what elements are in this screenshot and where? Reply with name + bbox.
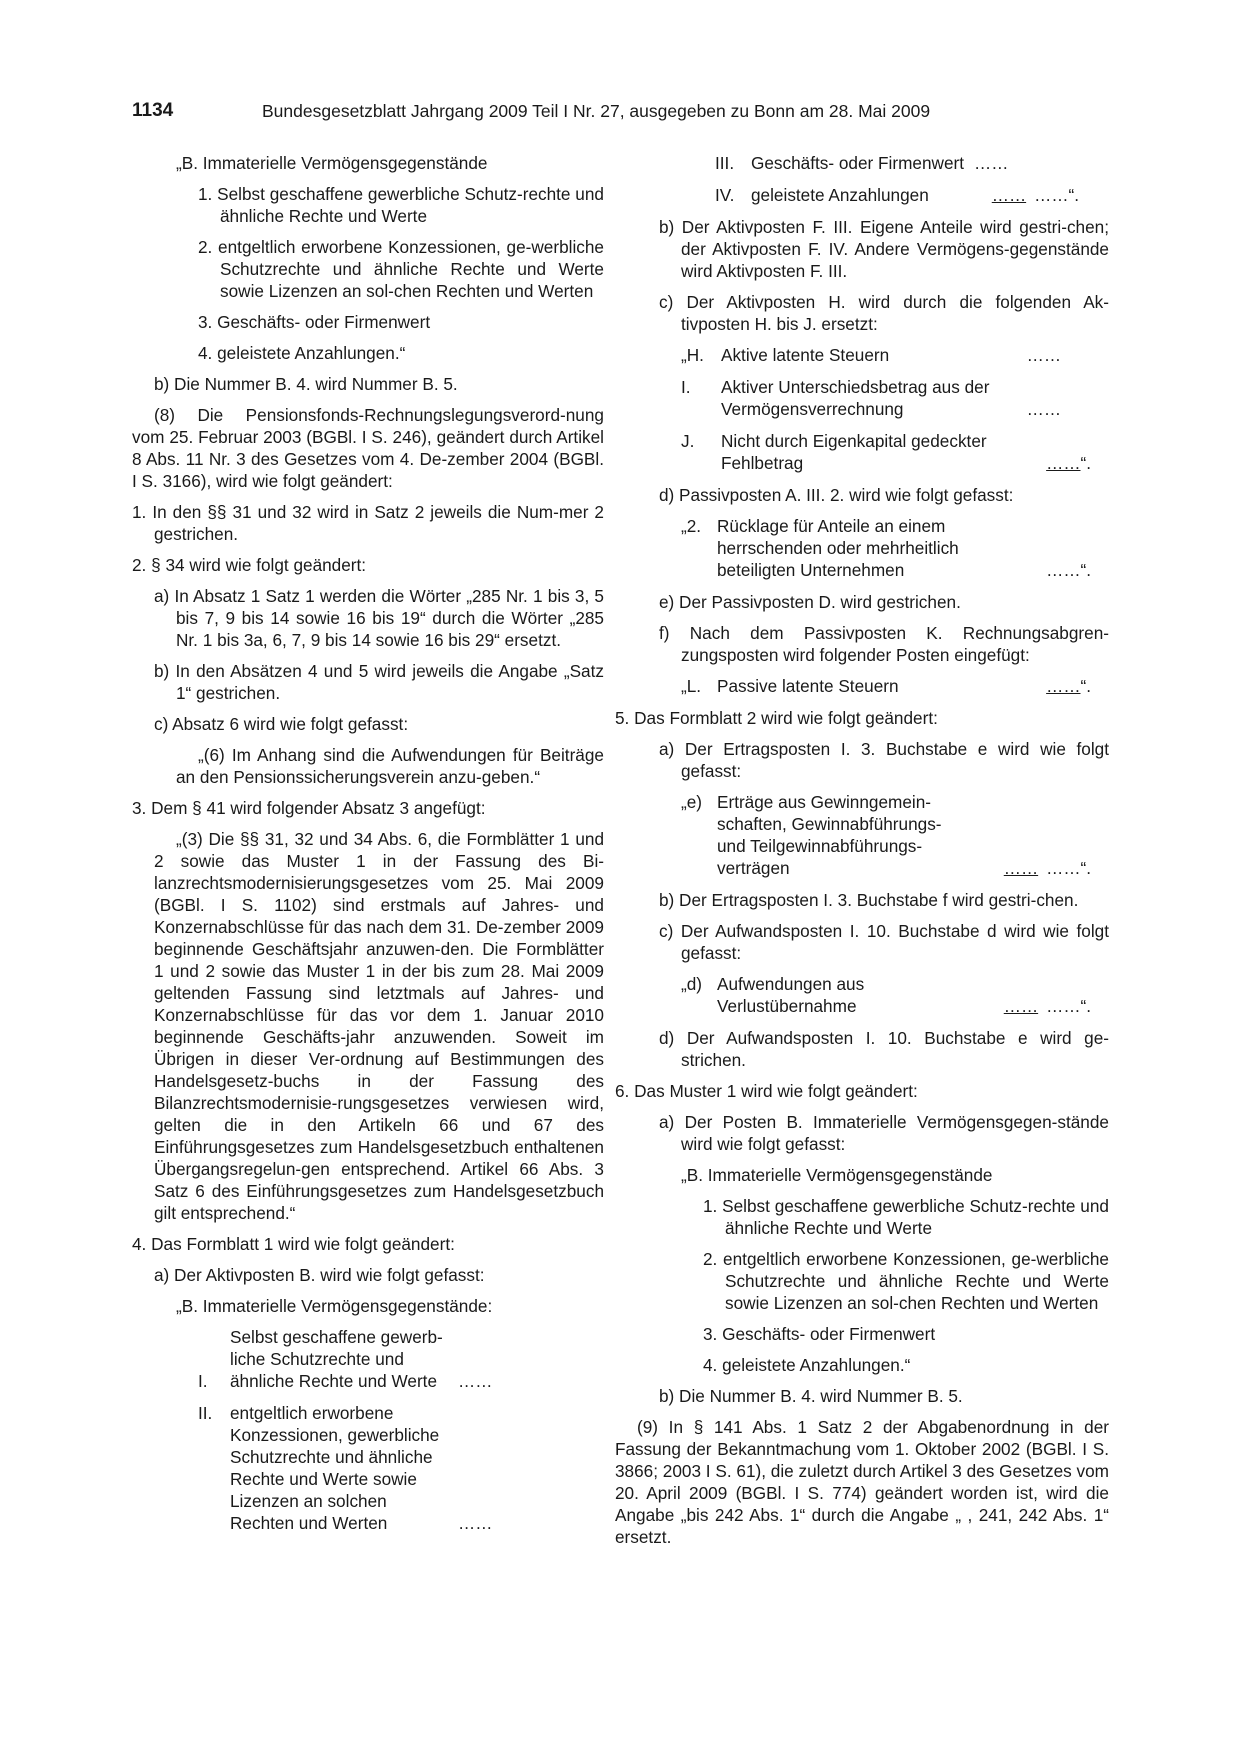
list-item: e) Der Passivposten D. wird gestrichen. bbox=[659, 592, 961, 612]
dot-leader: “. bbox=[1080, 676, 1091, 696]
balance-item bbox=[637, 376, 1109, 420]
dot-leader-underlined: …… bbox=[1046, 453, 1081, 473]
section-title: „B. Immaterielle Vermögensgegenstände bbox=[681, 1165, 993, 1185]
list-item: f) Nach dem Passivposten K. Rechnungsabgren-zungsposten wird folgender Posten eingefügt: bbox=[659, 623, 1109, 665]
balance-item bbox=[637, 791, 1109, 879]
balance-item bbox=[637, 515, 1109, 581]
dot-leader: ……“. bbox=[1034, 185, 1079, 205]
list-item: 3. Geschäfts- oder Firmenwert bbox=[198, 312, 431, 332]
list-item: c) Der Aktivposten H. wird durch die folgenden Ak-tivposten H. bis J. ersetzt: bbox=[659, 292, 1109, 334]
list-item: b) Der Ertragsposten I. 3. Buchstabe f wird gestri-chen. bbox=[659, 890, 1079, 910]
list-item: b) Der Aktivposten F. III. Eigene Anteile wird gestri-chen; der Aktivposten F. IV. Andere Vermögens-gegenstände wird Aktivposten F. III. bbox=[659, 217, 1109, 281]
list-item: b) Die Nummer B. 4. wird Nummer B. 5. bbox=[659, 1386, 963, 1406]
item-number: „e) bbox=[681, 792, 703, 812]
list-item: 4. geleistete Anzahlungen.“ bbox=[703, 1355, 911, 1375]
item-number: I. bbox=[681, 377, 691, 397]
list-item: 4. geleistete Anzahlungen.“ bbox=[198, 343, 406, 363]
item-text: Aufwendungen aus Verlustübernahme bbox=[717, 974, 865, 1016]
list-item: d) Der Aufwandsposten I. 10. Buchstabe e wird ge-strichen. bbox=[659, 1028, 1109, 1070]
item-text: geleistete Anzahlungen bbox=[751, 185, 929, 205]
item-text: Passive latente Steuern bbox=[717, 676, 899, 696]
item-text: Aktive latente Steuern bbox=[721, 345, 890, 365]
item-text: Aktiver Unterschiedsbetrag aus der Vermögensverrechnung bbox=[721, 377, 990, 419]
list-item: 4. Das Formblatt 1 wird wie folgt geändert: bbox=[132, 1234, 455, 1254]
gazette-title: Bundesgesetzblatt Jahrgang 2009 Teil I Nr. 27, ausgegeben zu Bonn am 28. Mai 2009 bbox=[262, 101, 931, 121]
balance-item bbox=[637, 184, 1109, 206]
item-text: Geschäfts- oder Firmenwert bbox=[751, 153, 964, 173]
item-number: IV. bbox=[715, 185, 735, 205]
balance-item bbox=[637, 430, 1109, 474]
item-number: „d) bbox=[681, 974, 703, 994]
list-item: 1. Selbst geschaffene gewerbliche Schutz-rechte und ähnliche Rechte und Werte bbox=[198, 184, 604, 226]
dot-leader: …… bbox=[974, 153, 1009, 173]
item-number: J. bbox=[681, 431, 695, 451]
item-number: I. bbox=[198, 1371, 208, 1391]
paragraph-9: (9) In § 141 Abs. 1 Satz 2 der Abgabenordnung in der Fassung der Bekanntmachung vom 1. Oktober 2002 (BGBl. I S. 3866; 2003 I S. 61), die zuletzt durch Artikel 3 des Gesetzes vom 20. April 2009 (BGBl. I S. 774) geändert worden ist, wird die Angabe „bis 242 Abs. 1“ durch die Angabe „ , 241, 242 Abs. 1“ ersetzt. bbox=[615, 1417, 1109, 1547]
list-item: 1. In den §§ 31 und 32 wird in Satz 2 jeweils die Num-mer 2 gestrichen. bbox=[132, 502, 604, 544]
balance-item bbox=[637, 973, 1109, 1017]
list-item: a) Der Posten B. Immaterielle Vermögensgegen-stände wird wie folgt gefasst: bbox=[659, 1112, 1109, 1154]
balance-item bbox=[637, 675, 1109, 697]
list-item: 3. Dem § 41 wird folgender Absatz 3 angefügt: bbox=[132, 798, 486, 818]
dot-leader: “. bbox=[1080, 453, 1091, 473]
list-item: 2. entgeltlich erworbene Konzessionen, ge-werbliche Schutzrechte und ähnliche Rechte und Werte sowie Lizenzen an sol-chen Rechten und Werten bbox=[198, 237, 604, 301]
list-item: b) Die Nummer B. 4. wird Nummer B. 5. bbox=[154, 374, 458, 394]
dot-leader-underlined: …… bbox=[1046, 676, 1081, 696]
item-text: Erträge aus Gewinngemein-schaften, Gewinnabführungs- und Teilgewinnabführungs-verträgen bbox=[717, 792, 942, 878]
list-item: c) Absatz 6 wird wie folgt gefasst: bbox=[154, 714, 409, 734]
dot-leader: …… bbox=[1026, 345, 1061, 365]
item-text: entgeltlich erworbene Konzessionen, gewerbliche Schutzrechte und ähnliche Rechte und Werte sowie Lizenzen an solchen Rechten und Werten bbox=[230, 1403, 440, 1533]
balance-item bbox=[132, 1326, 604, 1392]
item-number: „H. bbox=[681, 345, 704, 365]
dot-leader: …… bbox=[458, 1371, 493, 1391]
list-item: 2. entgeltlich erworbene Konzessionen, ge-werbliche Schutzrechte und ähnliche Rechte und Werte sowie Lizenzen an sol-chen Rechten und Werten bbox=[703, 1249, 1109, 1313]
list-item: a) In Absatz 1 Satz 1 werden die Wörter „285 Nr. 1 bis 3, 5 bis 7, 9 bis 14 sowie 16 bis 19“ durch die Wörter „285 Nr. 1 bis 3a, 6, 7, 9 bis 14 sowie 16 bis 29“ ersetzt. bbox=[154, 586, 604, 650]
dot-leader: …… bbox=[1026, 399, 1061, 419]
list-item: 6. Das Muster 1 wird wie folgt geändert: bbox=[615, 1081, 918, 1101]
list-item: b) In den Absätzen 4 und 5 wird jeweils die Angabe „Satz 1“ gestrichen. bbox=[154, 661, 604, 703]
section-title: „B. Immaterielle Vermögensgegenstände: bbox=[176, 1296, 493, 1316]
list-item: d) Passivposten A. III. 2. wird wie folgt gefasst: bbox=[659, 485, 1014, 505]
paragraph-8: (8) Die Pensionsfonds-Rechnungslegungsverord-nung vom 25. Februar 2003 (BGBl. I S. 246), geändert durch Artikel 8 Abs. 11 Nr. 3 des Gesetzes vom 4. De-zember 2004 (BGBl. I S. 3166), wird wie folgt geändert: bbox=[132, 405, 604, 491]
page-number: 1134 bbox=[132, 100, 174, 121]
list-item: a) Der Ertragsposten I. 3. Buchstabe e wird wie folgt gefasst: bbox=[659, 739, 1109, 781]
item-text: Selbst geschaffene gewerb-liche Schutzrechte und ähnliche Rechte und Werte bbox=[230, 1327, 443, 1391]
balance-item bbox=[637, 344, 1109, 366]
item-number: „L. bbox=[681, 676, 702, 696]
dot-leader-underlined: …… bbox=[1003, 858, 1039, 878]
dot-leader: …… bbox=[458, 1513, 493, 1533]
list-item: a) Der Aktivposten B. wird wie folgt gefasst: bbox=[154, 1265, 485, 1285]
dot-leader-underlined: …… bbox=[1003, 996, 1039, 1016]
balance-item bbox=[637, 152, 1109, 174]
dot-leader: ……“. bbox=[1046, 996, 1091, 1016]
dot-leader: ……“. bbox=[1046, 858, 1091, 878]
dot-leader-underlined: …… bbox=[991, 185, 1027, 205]
list-item: c) Der Aufwandsposten I. 10. Buchstabe d wird wie folgt gefasst: bbox=[659, 921, 1109, 963]
item-text: Nicht durch Eigenkapital gedeckter Fehlbetrag bbox=[721, 431, 987, 473]
item-text: Rücklage für Anteile an einem herrschenden oder mehrheitlich beteiligten Unternehmen bbox=[717, 516, 959, 580]
quote-block: „(6) Im Anhang sind die Aufwendungen für Beiträge an den Pensionssicherungsverein anzu-geben.“ bbox=[176, 745, 604, 787]
list-item: 5. Das Formblatt 2 wird wie folgt geändert: bbox=[615, 708, 938, 728]
right-column bbox=[615, 152, 1109, 1557]
dot-leader: ……“. bbox=[1046, 560, 1091, 580]
list-item: 3. Geschäfts- oder Firmenwert bbox=[703, 1324, 936, 1344]
item-number: III. bbox=[715, 153, 735, 173]
list-item: 2. § 34 wird wie folgt geändert: bbox=[132, 555, 367, 575]
item-number: „2. bbox=[681, 516, 702, 536]
left-column bbox=[132, 152, 604, 1544]
list-item: 1. Selbst geschaffene gewerbliche Schutz-rechte und ähnliche Rechte und Werte bbox=[703, 1196, 1109, 1238]
quote-block: „(3) Die §§ 31, 32 und 34 Abs. 6, die Formblätter 1 und 2 sowie das Muster 1 in der Fassung des Bi-lanzrechtsmodernisierungsgesetzes vom 25. Mai 2009 (BGBl. I S. 1102) sind erstmals auf Jahres- und Konzernabschlüsse für das nach dem 31. De-zember 2009 beginnende Geschäftsjahr anzuwen-den. Die Formblätter 1 und 2 sowie das Muster 1 in der bis zum 28. Mai 2009 geltenden Fassung sind letztmals auf Jahres- und Konzernabschlüsse für das vor dem 1. Januar 2010 beginnende Geschäfts-jahr anzuwenden. Soweit im Übrigen in dieser Ver-ordnung auf Bestimmungen des Handelsgesetz-buchs in der Fassung des Bilanzrechtsmodernisie-rungsgesetzes verwiesen wird, gelten die in den Artikeln 66 und 67 des Einführungsgesetzes zum Handelsgesetzbuch enthaltenen Übergangsregelun-gen entsprechend. Artikel 66 Abs. 3 Satz 6 des Einführungsgesetzes zum Handelsgesetzbuch gilt entsprechend.“ bbox=[154, 829, 604, 1223]
item-number: II. bbox=[198, 1403, 213, 1423]
balance-item bbox=[132, 1402, 604, 1534]
page-header bbox=[132, 100, 992, 126]
section-title: „B. Immaterielle Vermögensgegenstände bbox=[176, 153, 488, 173]
